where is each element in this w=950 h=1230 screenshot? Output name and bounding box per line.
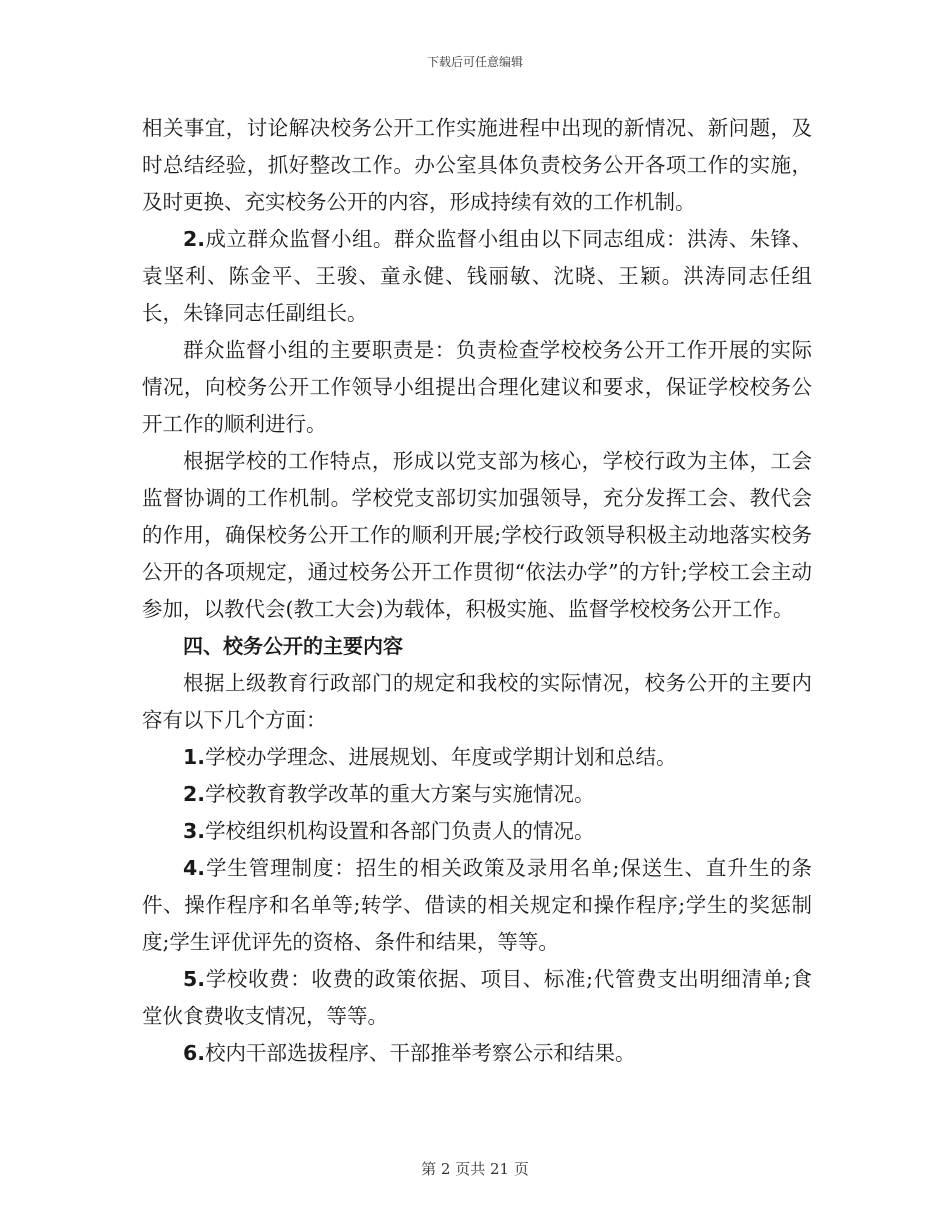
item-number: 2. [183,782,206,806]
item-number: 4. [183,856,206,880]
paragraph-text: 根据学校的工作特点，形成以党支部为核心，学校行政为主体，工会监督协调的工作机制。学校党支部切实加强领导，充分发挥工会、教代会的作用，确保校务公开工作的顺利开展;学校行政领导积极主动地落实校务公开的各项规定，通过校务公开工作贯彻“依法办学”的方针;学校工会主动参加，以教代会(教工大会)为载体，积极实施、监督学校校务公开工作。 [142,449,812,621]
item-number: 5. [183,967,206,991]
paragraph [142,332,812,443]
paragraph-text: 学生管理制度：招生的相关政策及录用名单;保送生、直升生的条件、操作程序和名单等;转学、借读的相关规定和操作程序;学生的奖惩制度;学生评优评先的资格、条件和结果，等等。 [142,856,812,954]
paragraph [142,110,812,221]
paragraph-text: 相关事宜，讨论解决校务公开工作实施进程中出现的新情况、新问题，及时总结经验，抓好整改工作。办公室具体负责校务公开各项工作的实施，及时更换、充实校务公开的内容，形成持续有效的工作机制。 [142,116,812,214]
paragraph [142,665,812,739]
page-footer: 第 2 页共 21 页 [421,1160,529,1178]
item-number: 6. [183,1041,206,1065]
paragraph-text: 群众监督小组的主要职责是：负责检查学校校务公开工作开展的实际情况，向校务公开工作领导小组提出合理化建议和要求，保证学校校务公开工作的顺利进行。 [142,338,812,436]
paragraph [142,850,812,961]
paragraph [142,813,812,850]
paragraph-text: 校内干部选拔程序、干部推举考察公示和结果。 [205,1041,636,1065]
item-number: 1. [183,745,206,769]
section-heading [142,628,812,665]
item-number: 2. [183,227,206,251]
paragraph-text: 根据上级教育行政部门的规定和我校的实际情况，校务公开的主要内容有以下几个方面： [142,671,812,732]
paragraph [142,443,812,628]
paragraph-text: 学校收费：收费的政策依据、项目、标准;代管费支出明细清单;食堂伙食费收支情况，等等。 [142,967,812,1028]
item-number: 3. [183,819,206,843]
paragraph-text: 四、校务公开的主要内容 [183,634,403,658]
paragraph [142,776,812,813]
page-header: 下载后可任意编辑 [426,55,523,69]
paragraph [142,1035,812,1072]
paragraph-text: 学校组织机构设置和各部门负责人的情况。 [205,819,595,843]
paragraph [142,739,812,776]
paragraph-text: 成立群众监督小组。群众监督小组由以下同志组成：洪涛、朱锋、袁坚利、陈金平、王骏、童永健、钱丽敏、沈晓、王颖。洪涛同志任组长，朱锋同志任副组长。 [142,227,812,325]
document-body [142,110,812,1072]
paragraph-text: 学校办学理念、进展规划、年度或学期计划和总结。 [205,745,677,769]
paragraph [142,961,812,1035]
paragraph-text: 学校教育教学改革的重大方案与实施情况。 [205,782,595,806]
paragraph [142,221,812,332]
